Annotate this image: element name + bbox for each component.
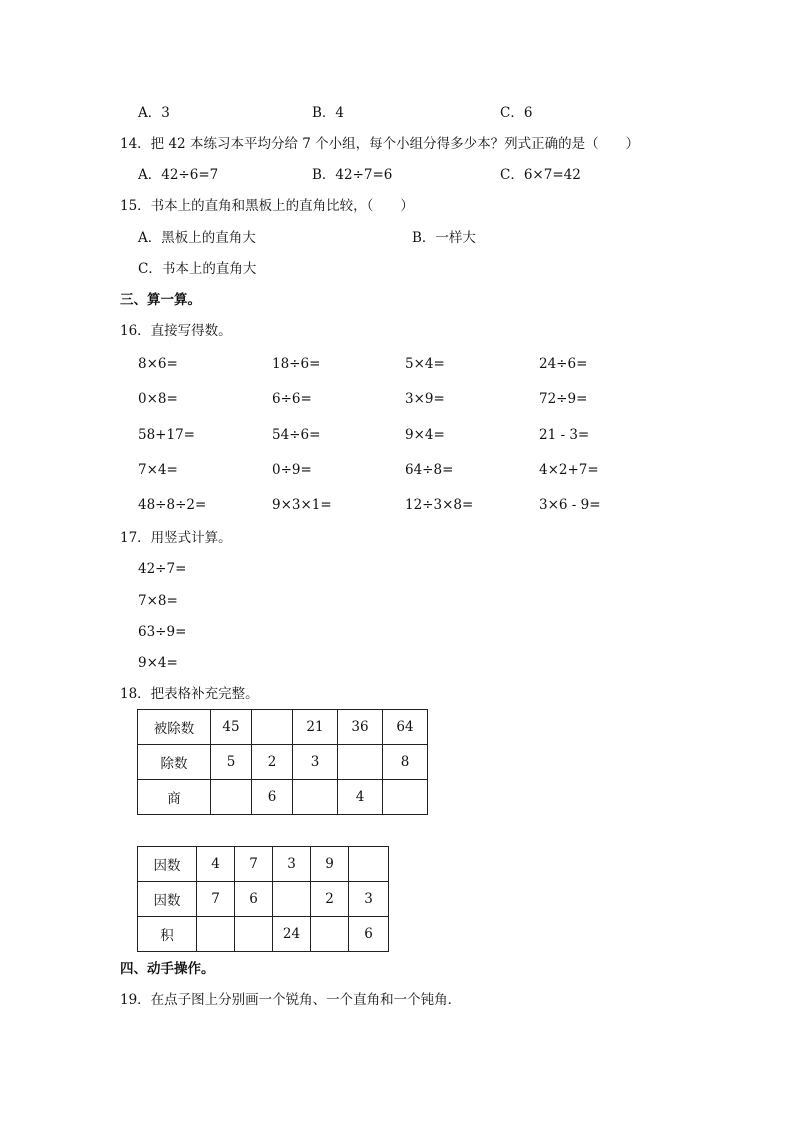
q16-item: 3×6 - 9= (539, 497, 601, 513)
table-cell: 3 (349, 882, 389, 917)
q16-item: 18÷6= (272, 356, 321, 372)
q17-item: 63÷9= (138, 624, 187, 640)
q17-stem: 17．用竖式计算。 (120, 530, 232, 546)
table-cell: 4 (197, 847, 235, 882)
table-cell: 9 (311, 847, 349, 882)
section-4-heading: 四、动手操作。 (120, 961, 215, 977)
table-cell: 6 (252, 780, 293, 815)
q16-item: 8×6= (138, 356, 178, 372)
table-cell: 积 (138, 917, 197, 952)
q13-option-c: C．6 (500, 105, 533, 121)
q19-stem: 19．在点子图上分别画一个锐角、一个直角和一个钝角． (120, 992, 462, 1008)
table-cell: 2 (252, 745, 293, 780)
table-cell: 5 (211, 745, 252, 780)
q16-item: 4×2+7= (539, 462, 599, 478)
q16-item: 58+17= (138, 427, 195, 443)
q16-item: 3×9= (405, 391, 445, 407)
q18-stem: 18．把表格补充完整。 (120, 686, 259, 702)
table-cell: 3 (293, 745, 338, 780)
q14-option-b: B．42÷7=6 (312, 167, 393, 183)
q16-item: 21 - 3= (539, 427, 590, 443)
table-cell: 被除数 (138, 710, 211, 745)
table-cell: 8 (383, 745, 428, 780)
table-cell: 7 (235, 847, 273, 882)
q16-item: 48÷8÷2= (138, 497, 207, 513)
table-cell (252, 710, 293, 745)
q14-stem: 14．把 42 本练习本平均分给 7 个小组，每个小组分得多少本？列式正确的是（ ） (120, 136, 640, 152)
table-cell (211, 780, 252, 815)
table-cell (293, 780, 338, 815)
section-3-heading: 三、算一算。 (120, 292, 201, 308)
q13-option-b: B．4 (312, 105, 345, 121)
table-cell (197, 917, 235, 952)
table-cell: 4 (338, 780, 383, 815)
table-cell (349, 847, 389, 882)
table-cell: 3 (273, 847, 311, 882)
table-cell: 21 (293, 710, 338, 745)
q17-item: 9×4= (138, 655, 178, 671)
table-cell: 因数 (138, 882, 197, 917)
q17-item: 42÷7= (138, 561, 187, 577)
table-cell: 7 (197, 882, 235, 917)
table-cell: 因数 (138, 847, 197, 882)
table-cell: 除数 (138, 745, 211, 780)
q15-stem: 15．书本上的直角和黑板上的直角比较，（ ） (120, 198, 414, 214)
q16-item: 0×8= (138, 391, 178, 407)
table-cell: 6 (235, 882, 273, 917)
q16-item: 6÷6= (272, 391, 312, 407)
q16-item: 5×4= (405, 356, 445, 372)
q16-stem: 16．直接写得数。 (120, 323, 232, 339)
q16-item: 64÷8= (405, 462, 454, 478)
q14-option-c: C．6×7=42 (500, 167, 581, 183)
q17-item: 7×8= (138, 593, 178, 609)
q15-option-c: C．书本上的直角大 (138, 261, 257, 277)
table-cell: 24 (273, 917, 311, 952)
multiplication-table (137, 846, 389, 952)
q15-option-a: A．黑板上的直角大 (138, 230, 256, 246)
table-cell: 36 (338, 710, 383, 745)
q16-item: 12÷3×8= (405, 497, 474, 513)
q13-option-a: A．3 (138, 105, 170, 121)
q14-option-a: A．42÷6=7 (138, 167, 219, 183)
table-cell (383, 780, 428, 815)
q16-item: 24÷6= (539, 356, 588, 372)
table-cell (338, 745, 383, 780)
table-cell: 6 (349, 917, 389, 952)
q15-option-b: B．一样大 (412, 230, 476, 246)
q16-item: 9×4= (405, 427, 445, 443)
table-cell (235, 917, 273, 952)
table-cell: 45 (211, 710, 252, 745)
q16-item: 54÷6= (272, 427, 321, 443)
table-cell (311, 917, 349, 952)
table-cell: 商 (138, 780, 211, 815)
division-table (137, 709, 428, 815)
table-cell: 2 (311, 882, 349, 917)
q16-item: 9×3×1= (272, 497, 332, 513)
table-cell: 64 (383, 710, 428, 745)
q16-item: 72÷9= (539, 391, 588, 407)
table-cell (273, 882, 311, 917)
q16-item: 0÷9= (272, 462, 312, 478)
q16-item: 7×4= (138, 462, 178, 478)
